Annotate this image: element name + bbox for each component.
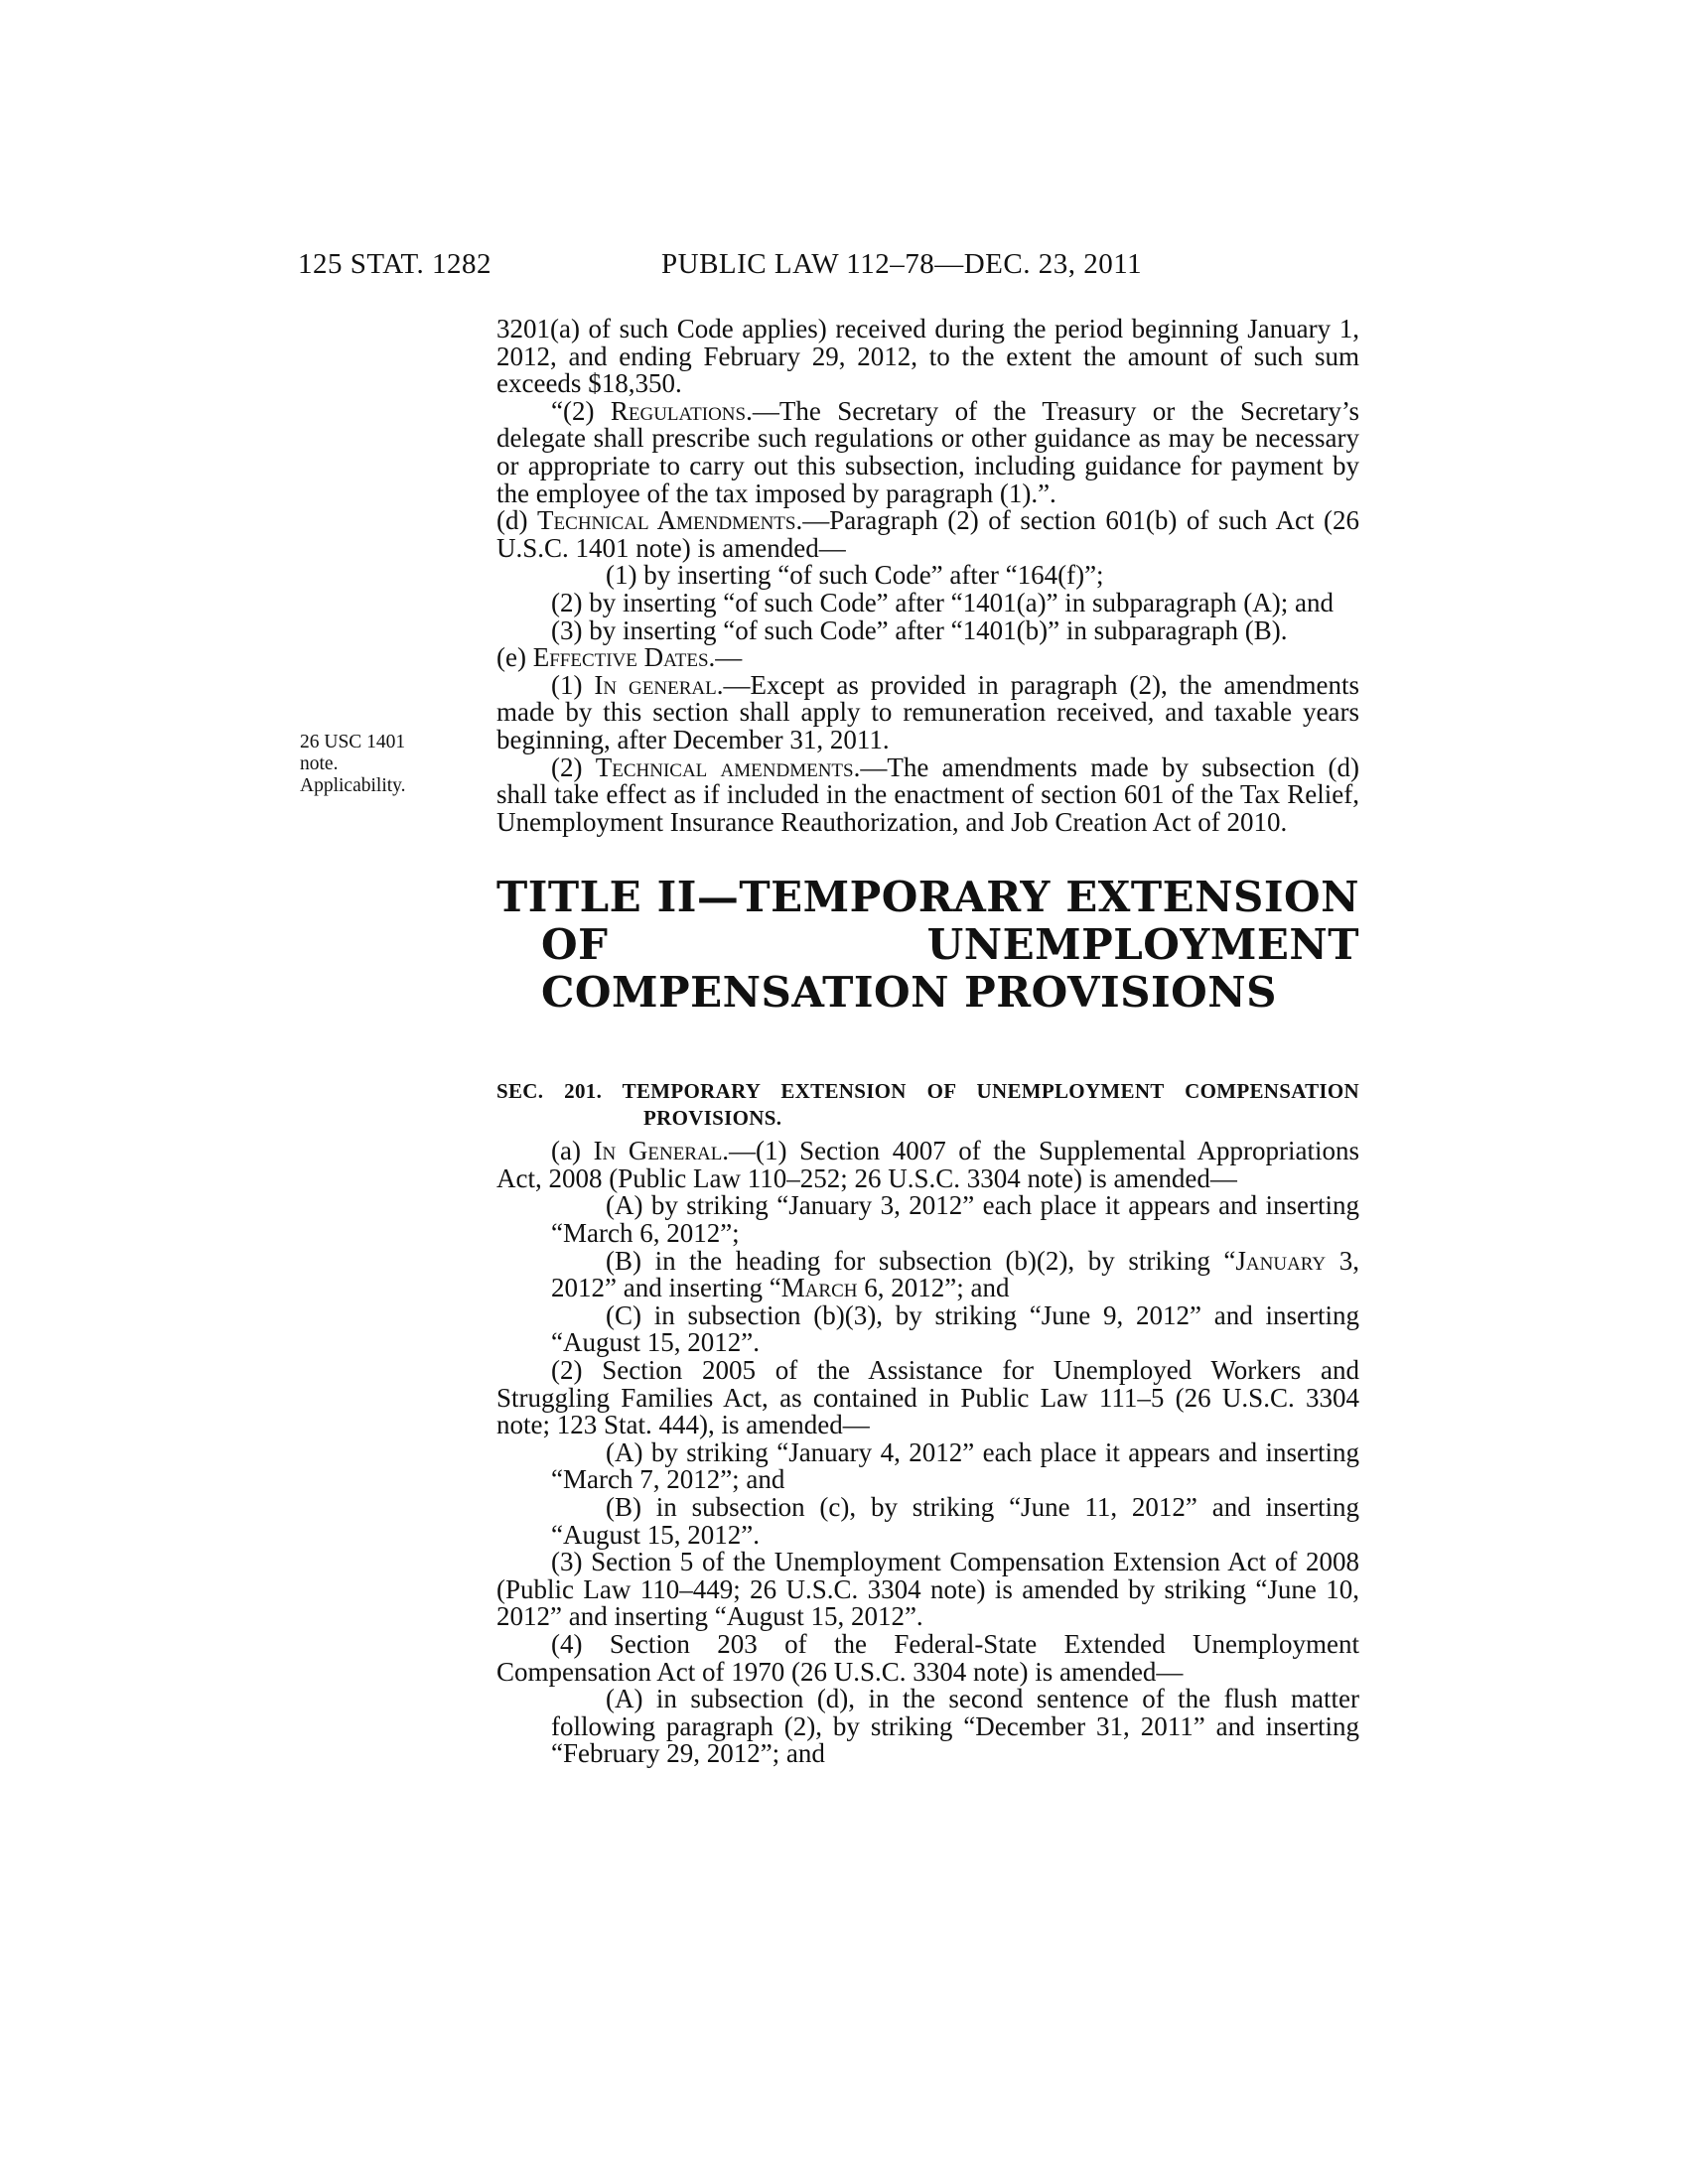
paragraph-a1A: (A) by striking “January 3, 2012” each place it appears and inserting “March 6, 2012”; <box>551 1190 1359 1249</box>
paragraph-text: ” and inserting “ <box>605 1273 781 1303</box>
paragraph-a4A: (A) in subsection (d), in the second sentence of the flush matter following paragraph (2), by striking “December 31, 2011” and inserting “February 29, 2012”; and <box>551 1684 1359 1769</box>
paragraph-text: .—The Secretary of the Treasury or the Secretary’s delegate shall prescribe such regulations or other guidance as may be necessary or appropriate to carry out this subsection, including guidance for payment by the employee of the tax imposed by paragraph (1).”. <box>496 395 1359 508</box>
paragraph-text: ”; and <box>944 1273 1010 1303</box>
paragraph-number: (2) <box>551 751 596 782</box>
running-header-title: PUBLIC LAW 112–78—DEC. 23, 2011 <box>661 248 1143 280</box>
paragraph-small-caps: March 6, 2012 <box>780 1273 945 1303</box>
paragraph-heading: Regulations <box>610 395 747 426</box>
paragraph-regulations <box>496 395 1359 508</box>
paragraph-number: (1) <box>551 669 595 700</box>
subsection-d <box>496 507 1359 562</box>
paragraph-a2A: (A) by striking “January 4, 2012” each place it appears and inserting “March 7, 2012”; and <box>551 1436 1359 1495</box>
subsection-e <box>496 644 1359 672</box>
paragraph-heading: Effective Dates <box>532 642 709 673</box>
paragraph-a2B: (B) in subsection (c), by striking “June 11, 2012” and inserting “August 15, 2012”. <box>551 1492 1359 1550</box>
paragraph-a3: (3) Section 5 of the Unemployment Compensation Extension Act of 2008 (Public Law 110–449; 26 U.S.C. 3304 note) is amended by striking “June 10, 2012” and inserting “August 15, 2012”. <box>496 1547 1359 1632</box>
paragraph-a2: (2) Section 2005 of the Assistance for Unemployed Workers and Struggling Families Act, as contained in Public Law 111–5 (26 U.S.C. 3304 note; 123 Stat. 444), is amended— <box>496 1355 1359 1440</box>
margin-note-line: 26 USC 1401 <box>300 732 406 752</box>
paragraph-a1B <box>496 1245 1359 1303</box>
paragraph-a1C: (C) in subsection (b)(3), by striking “June 9, 2012” and inserting “August 15, 2012”. <box>551 1299 1359 1358</box>
paragraph-text: .—Paragraph (2) of section 601(b) of such Act (26 U.S.C. 1401 note) is amended— <box>496 505 1360 563</box>
paragraph-number: (d) <box>496 505 538 536</box>
margin-note-line: Applicability. <box>300 775 406 796</box>
paragraph-small-caps: January 3, 2012 <box>551 1245 1359 1303</box>
paragraph-heading: In General <box>593 1136 723 1166</box>
section-heading: SEC. 201. TEMPORARY EXTENSION OF UNEMPLOYMENT COMPENSATION PROVISIONS. <box>496 1079 1359 1131</box>
paragraph-number: (e) <box>496 642 533 673</box>
paragraph-text: .—(1) Section 4007 of the Supplemental Appropriations Act, 2008 (Public Law 110–252; 26 U.S.C. 3304 note) is amended— <box>496 1136 1359 1193</box>
paragraph-d1: (1) by inserting “of such Code” after “164(f)”; <box>606 560 1104 591</box>
paragraph-d2: (2) by inserting “of such Code” after “1401(a)” in subparagraph (A); and <box>551 587 1334 617</box>
paragraph-number: (a) <box>551 1136 594 1166</box>
margin-note-line: note. <box>300 753 339 774</box>
margin-note <box>300 732 406 797</box>
paragraph-d3: (3) by inserting “of such Code” after “1401(b)” in subparagraph (B). <box>551 614 1288 645</box>
document-body <box>496 316 1359 1768</box>
paragraph-text: (B) in the heading for subsection (b)(2), by striking “ <box>606 1245 1236 1276</box>
subsection-a <box>496 1138 1359 1192</box>
paragraph-text: .—Except as provided in paragraph (2), the amendments made by this section shall apply to remuneration received, and taxable years beginning, after December 31, 2011. <box>496 669 1360 754</box>
title-heading: TITLE II—TEMPORARY EXTENSION OF UNEMPLOYMENT COMPENSATION PROVISIONS <box>496 873 1359 1018</box>
paragraph-text: .— <box>708 642 743 673</box>
paragraph-continuation: 3201(a) of such Code applies) received during the period beginning January 1, 2012, and ending February 29, 2012, to the extent the amount of such sum exceeds $18,350. <box>496 314 1359 399</box>
paragraph-heading: In general <box>594 669 717 700</box>
paragraph-number: “(2) <box>551 395 611 426</box>
paragraph-a4: (4) Section 203 of the Federal-State Extended Unemployment Compensation Act of 1970 (26 U.S.C. 3304 note) is amended— <box>496 1628 1359 1687</box>
paragraph-heading: Technical Amendments <box>537 505 796 536</box>
page-reference: 125 STAT. 1282 <box>298 248 492 280</box>
paragraph-text: .—The amendments made by subsection (d) shall take effect as if included in the enactment of section 601 of the Tax Relief, Unemployment Insurance Reauthorization, and Job Creation Act of 2010. <box>496 751 1359 837</box>
paragraph-e2 <box>496 751 1359 837</box>
paragraph-e1 <box>496 669 1360 754</box>
paragraph-heading: Technical amendments <box>595 751 854 782</box>
